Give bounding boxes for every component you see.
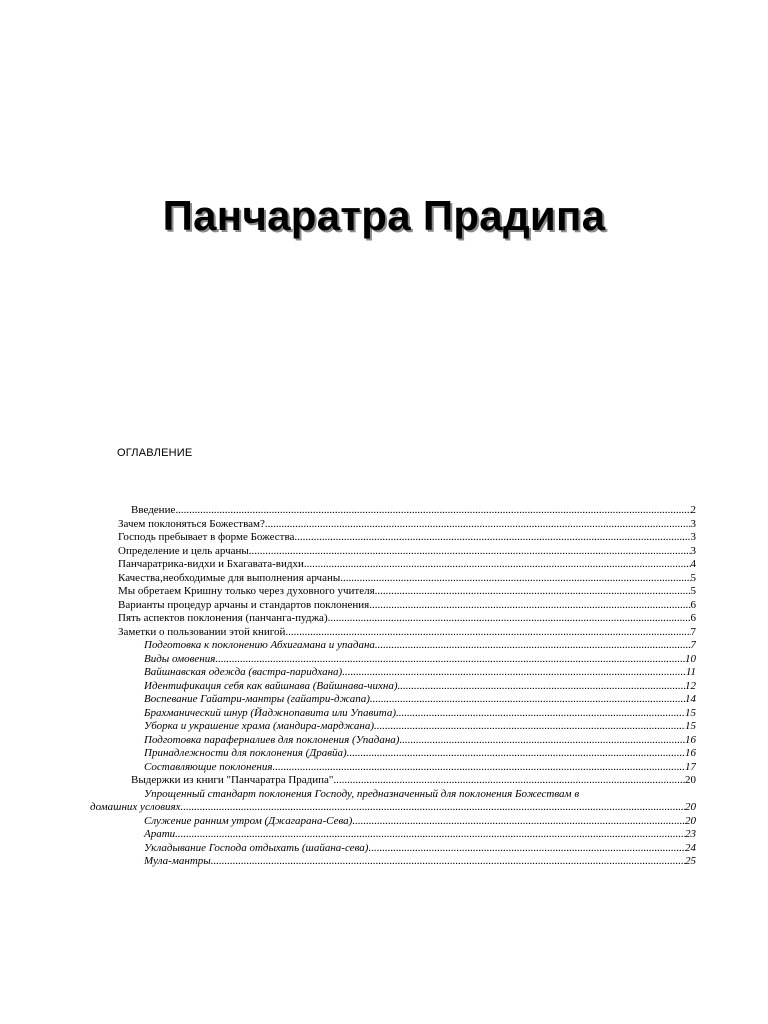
- toc-entry-lord-in-deity-form[interactable]: [118, 531, 696, 545]
- toc-subentry-mula-mantras[interactable]: [118, 855, 696, 869]
- toc-heading: ОГЛАВЛЕНИЕ: [117, 447, 193, 459]
- toc-page-number: 15: [685, 720, 696, 732]
- toc-page-number: 6: [690, 598, 696, 611]
- toc-page-number: 3: [690, 517, 696, 530]
- toc-entry-text: Уборка и украшение храма (мандира-марджана): [144, 720, 374, 732]
- toc-entry-text: Служение ранним утром (Джагарана-Сева): [144, 814, 353, 827]
- toc-entry-notes-on-usage[interactable]: [118, 626, 696, 640]
- toc-page-number: 17: [685, 760, 696, 773]
- toc-subentry-identification[interactable]: [118, 680, 696, 694]
- toc-entry-definition-archana[interactable]: [118, 545, 696, 559]
- leader-dots: [265, 518, 691, 532]
- toc-entry-introduction[interactable]: [118, 504, 696, 518]
- toc-entry-five-aspects[interactable]: [118, 612, 696, 626]
- document-title: Панчаратра Прадипа: [162, 192, 606, 239]
- toc-entry-text: Качества,необходимые для выполнения арчаны: [118, 571, 341, 584]
- toc-page-number: 24: [685, 841, 696, 854]
- toc-entry-text: Мула-мантры: [144, 855, 211, 867]
- toc-entry-text: Заметки о пользовании этой книгой: [118, 625, 286, 638]
- leader-dots: [340, 572, 690, 586]
- toc-entry-text: Пять аспектов поклонения (панчанга-пуджа): [118, 612, 328, 624]
- toc-entry-text: Арати: [144, 828, 176, 840]
- toc-subentry-temple-cleaning[interactable]: [118, 720, 696, 734]
- toc-page-number: 3: [690, 544, 696, 557]
- toc-entry-text: Укладывание Господа отдыхать (шайана-сева): [144, 841, 369, 854]
- leader-dots: [347, 747, 685, 761]
- leader-dots: [374, 720, 685, 734]
- leader-dots: [370, 693, 685, 707]
- leader-dots: [368, 842, 685, 856]
- toc-entry-text: Определение и цель арчаны: [118, 544, 249, 557]
- toc-entry-text: Вайшнавская одежда (вастра-паридхана): [144, 666, 343, 678]
- leader-dots: [211, 855, 685, 869]
- leader-dots: [328, 612, 691, 626]
- toc-subentry-ablution[interactable]: [118, 653, 696, 667]
- toc-entry-text: Воспевание Гайатри-мантры (гайатри-джапа): [144, 693, 370, 705]
- leader-dots: [342, 666, 686, 680]
- toc-page-number: 11: [685, 666, 696, 678]
- leader-dots: [369, 599, 690, 613]
- toc-entry-text: Идентификация себя как вайшнава (Вайшнава-чихна): [144, 679, 398, 692]
- toc-page-number: 16: [685, 747, 696, 759]
- toc-subentry-gayatri[interactable]: [118, 693, 696, 707]
- toc-page-number: 7: [690, 639, 696, 651]
- toc-entry-spiritual-teacher[interactable]: [118, 585, 696, 599]
- toc-page-number: 12: [685, 679, 696, 692]
- toc-page-number: 14: [685, 693, 696, 705]
- toc-subentry-arati[interactable]: [118, 828, 696, 842]
- toc-page-number: 10: [685, 652, 696, 665]
- toc-entry-text: Зачем поклоняться Божествам?: [118, 517, 265, 530]
- toc-page-number: 16: [685, 733, 696, 746]
- toc-entry-line2: [90, 801, 696, 815]
- toc-entry-text: Варианты процедур арчаны и стандартов поклонения: [118, 598, 370, 611]
- toc-entry-text: Мы обретаем Кришну только через духовного учителя: [118, 585, 375, 597]
- toc-page-number: 4: [690, 558, 696, 570]
- toc-entry-text-line1: Упрощенный стандарт поклонения Господу, предназначенный для поклонения Божествам в: [144, 787, 580, 800]
- leader-dots: [399, 734, 685, 748]
- leader-dots: [181, 801, 685, 815]
- toc-subentry-simplified-standard[interactable]: [90, 788, 696, 815]
- leader-dots: [285, 626, 690, 640]
- toc-entry-excerpts[interactable]: [118, 774, 696, 788]
- leader-dots: [375, 639, 691, 653]
- toc-entry-procedure-variants[interactable]: [118, 599, 696, 613]
- toc-entry-text: Выдержки из книги "Панчаратра Прадипа": [131, 774, 334, 786]
- toc-entry-text: Введение: [131, 504, 176, 516]
- toc-entry-pancharatrika-vidhi[interactable]: [118, 558, 696, 572]
- leader-dots: [398, 680, 686, 694]
- toc-page-number: 20: [685, 814, 696, 827]
- leader-dots: [304, 558, 691, 572]
- toc-subentry-components[interactable]: [118, 761, 696, 775]
- toc-page-number: 5: [690, 571, 696, 584]
- leader-dots: [375, 585, 691, 599]
- leader-dots: [175, 828, 685, 842]
- toc-page-number: 6: [690, 612, 696, 624]
- toc-page-number: 2: [690, 504, 696, 516]
- toc-page-number: 15: [685, 706, 696, 719]
- leader-dots: [215, 653, 685, 667]
- toc-subentry-paraphernalia[interactable]: [118, 734, 696, 748]
- toc-entry-why-worship[interactable]: [118, 518, 696, 532]
- toc-page-number: 25: [685, 855, 696, 867]
- leader-dots: [333, 774, 685, 788]
- leader-dots: [175, 504, 690, 518]
- toc-entry-text: Подготовка к поклонению Абхигамана и упадана: [144, 639, 375, 651]
- leader-dots: [396, 707, 685, 721]
- toc-entry-qualities[interactable]: [118, 572, 696, 586]
- toc-subentry-clothing[interactable]: [118, 666, 696, 680]
- toc-page-number: 20: [685, 774, 696, 786]
- toc-page-number: 23: [685, 828, 696, 840]
- toc-entry-text: Брахманический шнур (Йаджнопавита или Упавита): [144, 706, 396, 719]
- toc-entry-text: Виды омовения: [144, 652, 216, 665]
- table-of-contents: [90, 504, 696, 869]
- leader-dots: [352, 815, 685, 829]
- toc-entry-text: Подготовка параферналиев для поклонения (Упадана): [144, 733, 400, 746]
- toc-page-number: 7: [690, 625, 696, 638]
- leader-dots: [272, 761, 685, 775]
- toc-subentry-preparation[interactable]: [118, 639, 696, 653]
- leader-dots: [294, 531, 690, 545]
- toc-entry-text: Господь пребывает в форме Божества: [118, 531, 295, 543]
- toc-page-number: 20: [685, 801, 696, 813]
- toc-page-number: 3: [690, 531, 696, 543]
- toc-subentry-articles[interactable]: [118, 747, 696, 761]
- toc-subentry-sacred-thread[interactable]: [118, 707, 696, 721]
- toc-entry-text: Составляющие поклонения: [144, 760, 273, 773]
- toc-entry-text-line2: домашних условиях: [90, 801, 181, 813]
- toc-entry-text: Принадлежности для поклонения (Дравйа): [144, 747, 347, 759]
- toc-subentry-shayana-seva[interactable]: [118, 842, 696, 856]
- toc-entry-text: Панчаратрика-видхи и Бхагавата-видхи: [118, 558, 304, 570]
- leader-dots: [249, 545, 691, 559]
- toc-page-number: 5: [690, 585, 696, 597]
- toc-subentry-early-morning[interactable]: [118, 815, 696, 829]
